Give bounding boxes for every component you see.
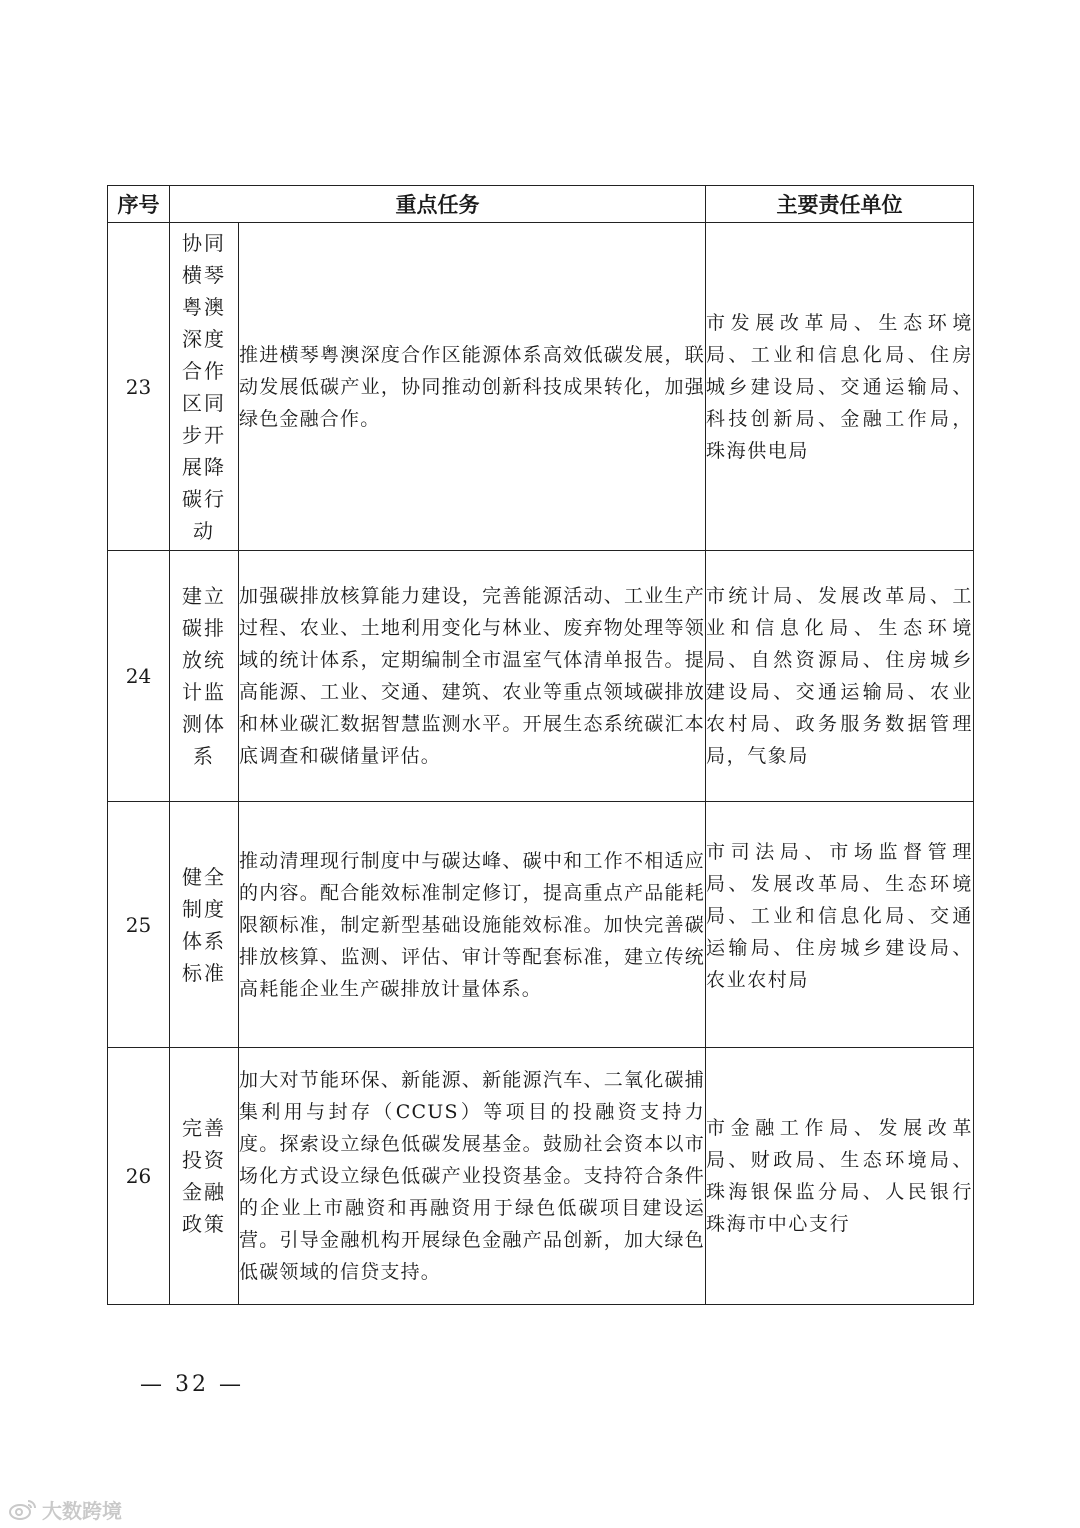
responsible-units: 市金融工作局、发展改革局、财政局、生态环境局、珠海银保监分局、人民银行珠海市中心支行 [706, 1048, 974, 1305]
weibo-logo-icon [8, 1497, 38, 1521]
watermark-text: 大数跨境 [42, 1498, 122, 1523]
responsible-units: 市统计局、发展改革局、工业和信息化局、生态环境局、自然资源局、住房城乡建设局、交通运输局、农业农村局、政务服务数据管理局，气象局 [706, 551, 974, 802]
row-number: 24 [108, 551, 170, 802]
page-number: — 32 — [140, 1372, 244, 1397]
task-description: 加强碳排放核算能力建设，完善能源活动、工业生产过程、农业、土地利用变化与林业、废弃物处理等领域的统计体系，定期编制全市温室气体清单报告。提高能源、工业、交通、建筑、农业等重点领域碳排放和林业碳汇数据智慧监测水平。开展生态系统碳汇本底调查和碳储量评估。 [239, 551, 706, 802]
task-table [107, 185, 974, 1305]
row-number: 26 [108, 1048, 170, 1305]
table-row [108, 1048, 974, 1305]
task-name [170, 802, 239, 1048]
table-row [108, 551, 974, 802]
task-name [170, 223, 239, 551]
header-responsible-unit: 主要责任单位 [706, 186, 974, 223]
header-number: 序号 [108, 186, 170, 223]
task-name-text: 建立碳排放统计监测体系 [182, 584, 226, 768]
row-number: 25 [108, 802, 170, 1048]
task-description: 推进横琴粤澳深度合作区能源体系高效低碳发展，联动发展低碳产业，协同推动创新科技成果转化，加强绿色金融合作。 [239, 223, 706, 551]
task-name-text: 协同横琴粤澳深度合作区同步开展降碳行动 [182, 230, 226, 543]
row-number: 23 [108, 223, 170, 551]
task-name [170, 551, 239, 802]
task-name [170, 1048, 239, 1305]
header-key-task: 重点任务 [170, 186, 706, 223]
task-name-text: 完善投资金融政策 [182, 1116, 226, 1236]
task-description: 推动清理现行制度中与碳达峰、碳中和工作不相适应的内容。配合能效标准制定修订，提高重点产品能耗限额标准，制定新型基础设施能效标准。加快完善碳排放核算、监测、评估、审计等配套标准，建立传统高耗能企业生产碳排放计量体系。 [239, 802, 706, 1048]
responsible-units: 市司法局、市场监督管理局、发展改革局、生态环境局、工业和信息化局、交通运输局、住房城乡建设局、农业农村局 [706, 802, 974, 1048]
table-row [108, 223, 974, 551]
table-header-row [108, 186, 974, 223]
responsible-units: 市发展改革局、生态环境局、工业和信息化局、住房城乡建设局、交通运输局、科技创新局、金融工作局，珠海供电局 [706, 223, 974, 551]
task-description: 加大对节能环保、新能源、新能源汽车、二氧化碳捕集利用与封存（CCUS）等项目的投融资支持力度。探索设立绿色低碳发展基金。鼓励社会资本以市场化方式设立绿色低碳产业投资基金。支持符合条件的企业上市融资和再融资用于绿色低碳项目建设运营。引导金融机构开展绿色金融产品创新，加大绿色低碳领域的信贷支持。 [239, 1048, 706, 1305]
task-name-text: 健全制度体系标准 [182, 864, 226, 985]
watermark [8, 1496, 122, 1522]
table-row [108, 802, 974, 1048]
